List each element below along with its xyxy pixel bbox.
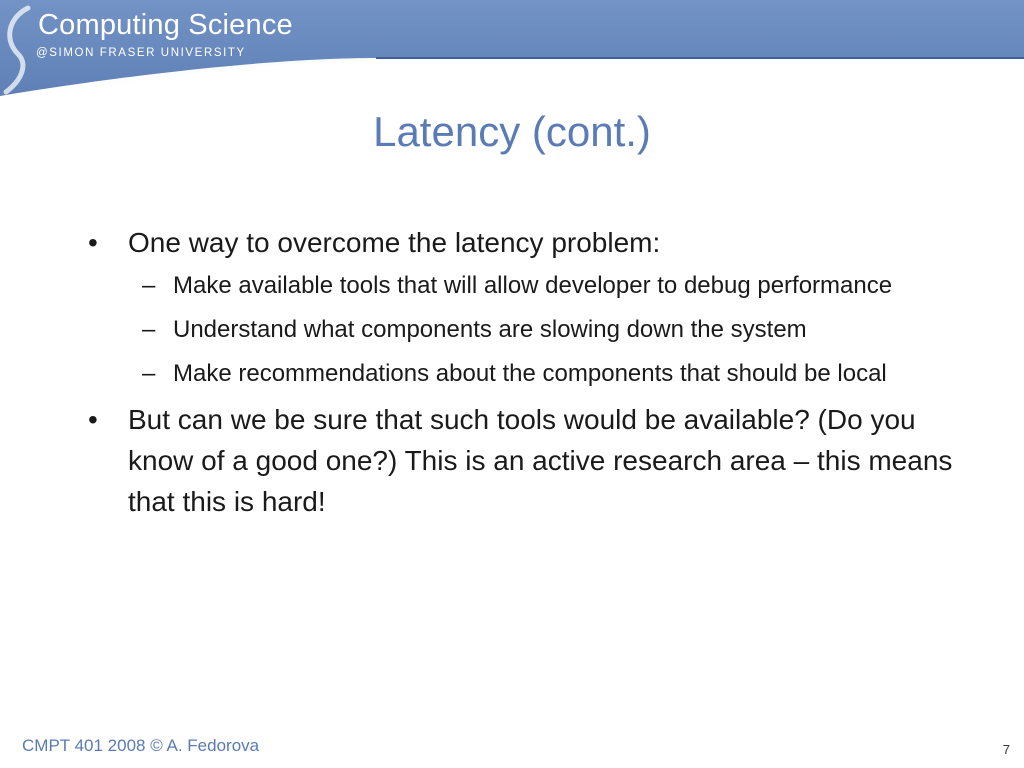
dash-icon: – (142, 272, 156, 299)
bullet-item (88, 399, 958, 522)
bullet-text: But can we be sure that such tools would be available? (Do you know of a good one?) This is an active research area – this means that this is hard! (128, 404, 953, 517)
sub-item-text: Understand what components are slowing down the system (173, 316, 807, 343)
dash-icon: – (142, 360, 156, 387)
slide-content (88, 222, 958, 528)
sub-item (128, 355, 958, 392)
bullet-item (88, 222, 958, 392)
sub-list (128, 267, 958, 392)
footer-course: CMPT 401 2008 © A. Fedorova (22, 736, 260, 755)
sub-item (128, 267, 958, 304)
slide-title: Latency (cont.) (373, 108, 651, 155)
sub-item-text: Make available tools that will allow developer to debug performance (173, 272, 893, 299)
dash-icon: – (142, 316, 156, 343)
bullet-icon: • (88, 404, 98, 435)
page-number: 7 (1002, 742, 1010, 757)
logo-title: Computing Science (38, 9, 293, 41)
sub-item (128, 311, 958, 348)
bullet-icon: • (88, 227, 98, 258)
bullet-text: One way to overcome the latency problem: (128, 227, 661, 258)
sub-item-text: Make recommendations about the components that should be local (173, 360, 887, 387)
logo-subtitle: @SIMON FRASER UNIVERSITY (36, 47, 246, 59)
